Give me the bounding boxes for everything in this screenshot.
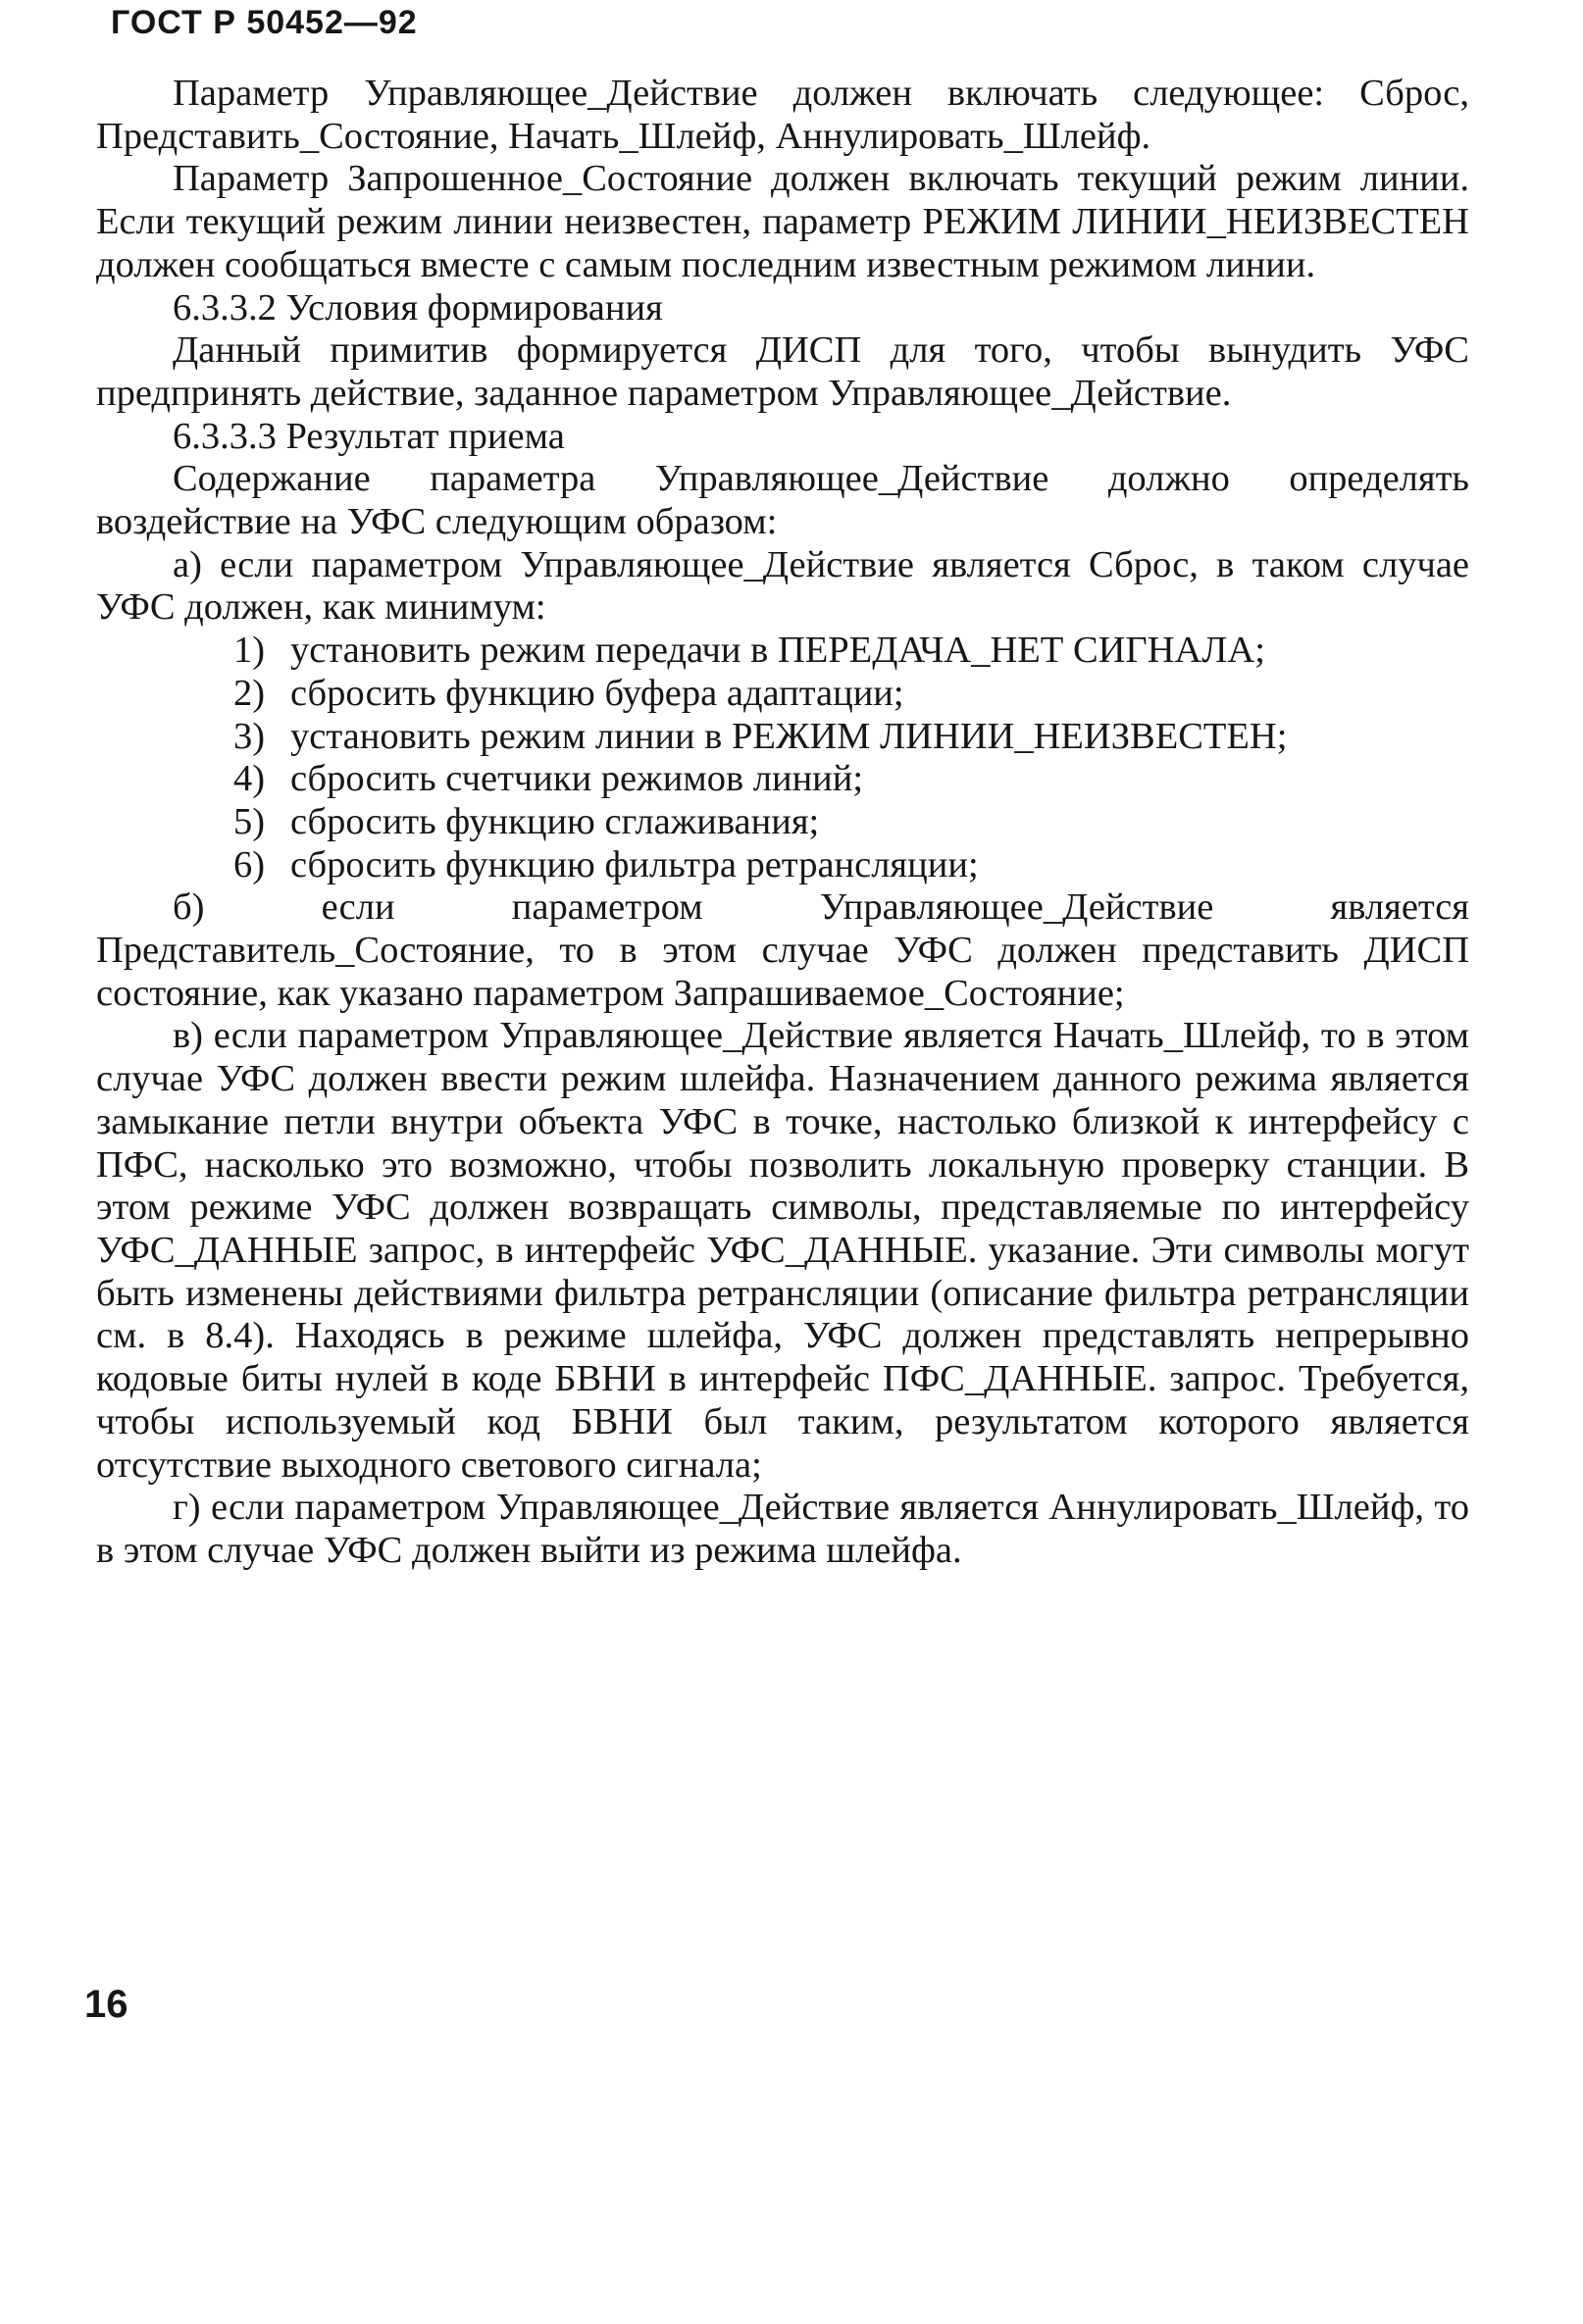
section-heading-result: 6.3.3.3 Результат приема <box>173 415 565 457</box>
list-item-text: сбросить функцию фильтра ретрансляции; <box>290 843 979 885</box>
reset-steps-list <box>96 630 1469 886</box>
item-g: г) если параметром Управляющее_Действие является Аннулировать_Шлейф, то в этом случае УФС должен выйти из режима шлейфа. <box>96 1487 1469 1571</box>
list-item <box>96 801 1469 844</box>
list-item <box>96 758 1469 801</box>
item-v: в) если параметром Управляющее_Действие является Начать_Шлейф, то в этом случае УФС должен ввести режим шлейфа. Назначением данного режима является замыкание петли внутри объекта УФС в точке, настолько близкой к интерфейсу с ПФС, насколько это возможно, чтобы позволить локальную проверку станции. В этом режиме УФС должен возвращать символы, представляемые по интерфейсу УФС_ДАННЫЕ запрос, в интерфейс УФС_ДАННЫЕ. указание. Эти символы могут быть изменены действиями фильтра ретрансляции (описание фильтра ретрансляции см. в 8.4). Находясь в режиме шлейфа, УФС должен представлять непрерывно кодовые биты нулей в коде БВНИ в интерфейс ПФС_ДАННЫЕ. запрос. Требуется, чтобы используемый код БВНИ был таким, результатом которого является отсутствие выходного светового сигнала; <box>96 1015 1469 1486</box>
list-item-number: 3) <box>233 715 266 757</box>
paragraph-control-action: Параметр Управляющее_Действие должен включать следующее: Сброс, Представить_Состояние, Начать_Шлейф, Аннулировать_Шлейф. <box>96 73 1469 157</box>
list-item <box>96 844 1469 887</box>
list-item <box>96 716 1469 759</box>
list-item-text: сбросить функцию буфера адаптации; <box>290 672 904 714</box>
list-item <box>96 630 1469 673</box>
list-item-number: 4) <box>233 758 266 800</box>
list-item-text: установить режим передачи в ПЕРЕДАЧА_НЕТ СИГНАЛА; <box>290 630 1265 672</box>
section-heading-conditions: 6.3.3.2 Условия формирования <box>173 286 663 328</box>
list-item-number: 1) <box>233 630 266 672</box>
page-header: ГОСТ Р 50452—92 <box>111 4 418 41</box>
item-b: б) если параметром Управляющее_Действие является Представитель_Состояние, то в этом случае УФС должен представить ДИСП состояние, как указано параметром Запрашиваемое_Состояние; <box>96 886 1469 1014</box>
page-number: 16 <box>84 1983 128 2026</box>
list-item-text: сбросить функцию сглаживания; <box>290 800 820 842</box>
document-body <box>96 73 1469 1573</box>
list-item-text: установить режим линии в РЕЖИМ ЛИНИИ_НЕИЗВЕСТЕН; <box>290 715 1288 757</box>
list-item-number: 2) <box>233 672 266 714</box>
list-item-text: сбросить счетчики режимов линий; <box>290 758 864 800</box>
list-item-number: 5) <box>233 800 266 842</box>
list-item-number: 6) <box>233 843 266 885</box>
paragraph-requested-state: Параметр Запрошенное_Состояние должен включать текущий режим линии. Если текущий режим линии неизвестен, параметр РЕЖИМ ЛИНИИ_НЕИЗВЕСТЕН должен сообщаться вместе с самым последним известным режимом линии. <box>96 158 1469 285</box>
item-a: а) если параметром Управляющее_Действие является Сброс, в таком случае УФС должен, как минимум: <box>96 543 1469 629</box>
paragraph-primitive: Данный примитив формируется ДИСП для того, чтобы вынудить УФС предпринять действие, заданное параметром Управляющее_Действие. <box>96 329 1469 414</box>
paragraph-content: Содержание параметра Управляющее_Действие должно определять воздействие на УФС следующим образом: <box>96 458 1469 543</box>
list-item <box>96 673 1469 716</box>
